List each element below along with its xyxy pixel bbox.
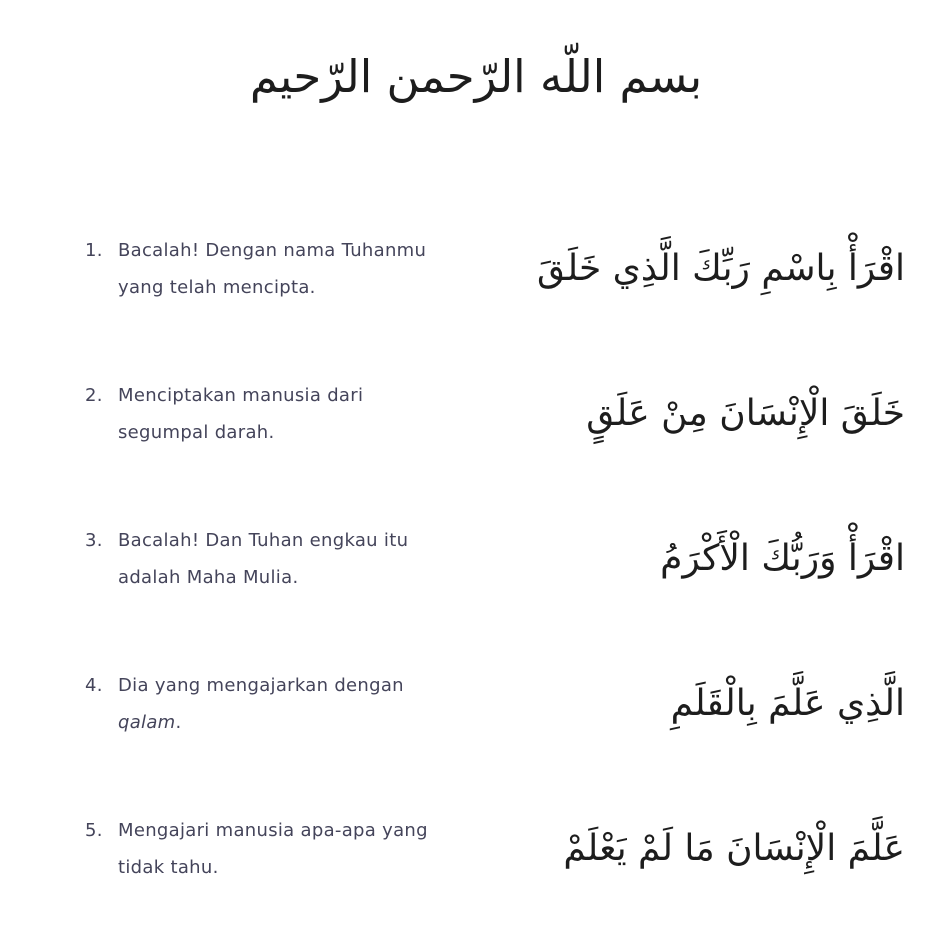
verse-number: 3. (85, 530, 103, 551)
verse-translation (118, 232, 448, 306)
verse-translation (118, 377, 448, 451)
verse-translation (118, 667, 448, 741)
verse-arabic: اقْرَأْ وَرَبُّكَ الْأَكْرَمُ (660, 538, 905, 580)
verse-number: 5. (85, 820, 103, 841)
verse-arabic: اقْرَأْ بِاسْمِ رَبِّكَ الَّذِي خَلَقَ (537, 248, 905, 290)
translation-text: Bacalah! Dengan nama Tuhanmu yang telah mencipta. (118, 240, 427, 298)
italic-term: qalam (118, 712, 176, 733)
verse-translation (118, 812, 448, 886)
translation-text: Mengajari manusia apa-apa yang tidak tahu. (118, 820, 428, 878)
verse-row-3 (85, 522, 905, 596)
verse-row-2 (85, 377, 905, 451)
verse-number: 2. (85, 385, 103, 406)
verse-arabic: الَّذِي عَلَّمَ بِالْقَلَمِ (670, 683, 905, 725)
translation-text: Bacalah! Dan Tuhan engkau itu adalah Maha Mulia. (118, 530, 409, 588)
verse-row-5 (85, 812, 905, 886)
translation-text: Menciptakan manusia dari segumpal darah. (118, 385, 364, 443)
bismillah-heading: بسم اللّه الرّحمن الرّحيم (249, 50, 703, 103)
translation-text: . (175, 712, 182, 733)
verse-row-1 (85, 232, 905, 306)
verse-number: 1. (85, 240, 103, 261)
verse-arabic: خَلَقَ الْإِنْسَانَ مِنْ عَلَقٍ (586, 393, 905, 435)
verse-arabic: عَلَّمَ الْإِنْسَانَ مَا لَمْ يَعْلَمْ (563, 828, 905, 870)
verse-list (0, 232, 952, 886)
verse-translation (118, 522, 448, 596)
verse-row-4 (85, 667, 905, 741)
verse-number: 4. (85, 675, 103, 696)
translation-text: Dia yang mengajarkan dengan (118, 675, 404, 696)
